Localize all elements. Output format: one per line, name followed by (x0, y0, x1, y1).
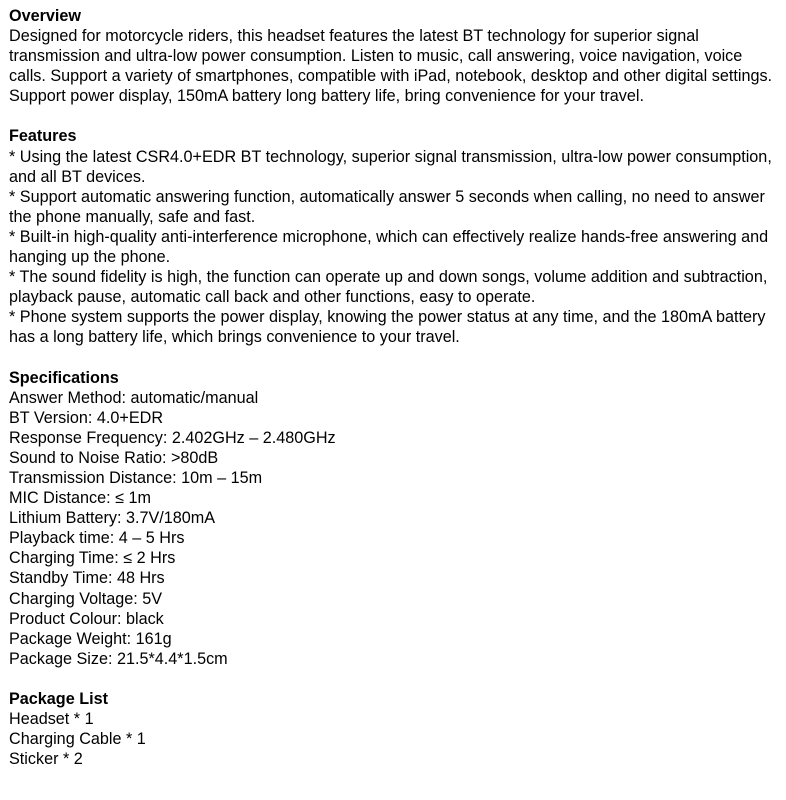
spec-item: Package Weight: 161g (9, 629, 172, 648)
spec-item: Response Frequency: 2.402GHz – 2.480GHz (9, 428, 336, 447)
spec-item: Standby Time: 48 Hrs (9, 569, 165, 588)
package-list-section (9, 689, 786, 769)
spec-item: BT Version: 4.0+EDR (9, 408, 164, 427)
spec-item: Lithium Battery: 3.7V/180mA (9, 509, 216, 528)
package-list-heading: Package List (9, 689, 108, 708)
features-heading: Features (9, 127, 77, 146)
spec-item: Sound to Noise Ratio: >80dB (9, 448, 219, 467)
specifications-heading: Specifications (9, 368, 119, 387)
overview-heading: Overview (9, 7, 81, 25)
overview-section (9, 6, 786, 106)
spec-item: Answer Method: automatic/manual (9, 388, 259, 407)
features-section (9, 126, 786, 347)
spec-item: Product Colour: black (9, 609, 164, 628)
spec-item: Package Size: 21.5*4.4*1.5cm (9, 649, 228, 668)
feature-item: * Phone system supports the power display, knowing the power status at any time, and the 180mA battery has a long battery life, which brings convenience to your travel. (9, 308, 766, 347)
feature-item: * Built-in high-quality anti-interference microphone, which can effectively realize hands-free answering and hanging up the phone. (9, 227, 769, 267)
spec-item: MIC Distance: ≤ 1m (9, 489, 152, 508)
spec-item: Charging Time: ≤ 2 Hrs (9, 549, 176, 568)
package-item: Sticker * 2 (9, 750, 83, 769)
spec-item: Charging Voltage: 5V (9, 589, 162, 608)
spec-item: Playback time: 4 – 5 Hrs (9, 529, 185, 548)
spec-item: Transmission Distance: 10m – 15m (9, 468, 263, 487)
feature-item: * Support automatic answering function, automatically answer 5 seconds when calling, no need to answer the phone manually, safe and fast. (9, 187, 765, 226)
overview-text: Designed for motorcycle riders, this headset features the latest BT technology for superior signal transmission and ultra-low power consumption. Listen to music, call answering, voice navigation, voice calls. Support a variety of smartphones, compatible with iPad, notebook, desktop and other digital settings. Support power display, 150mA battery long battery life, bring convenience for your travel. (9, 27, 773, 106)
specifications-section (9, 368, 786, 669)
feature-item: * Using the latest CSR4.0+EDR BT technology, superior signal transmission, ultra-low power consumption, and all BT devices. (9, 147, 772, 186)
package-item: Charging Cable * 1 (9, 730, 146, 749)
feature-item: * The sound fidelity is high, the function can operate up and down songs, volume addition and subtraction, playback pause, automatic call back and other functions, easy to operate. (9, 268, 768, 307)
package-item: Headset * 1 (9, 710, 94, 728)
